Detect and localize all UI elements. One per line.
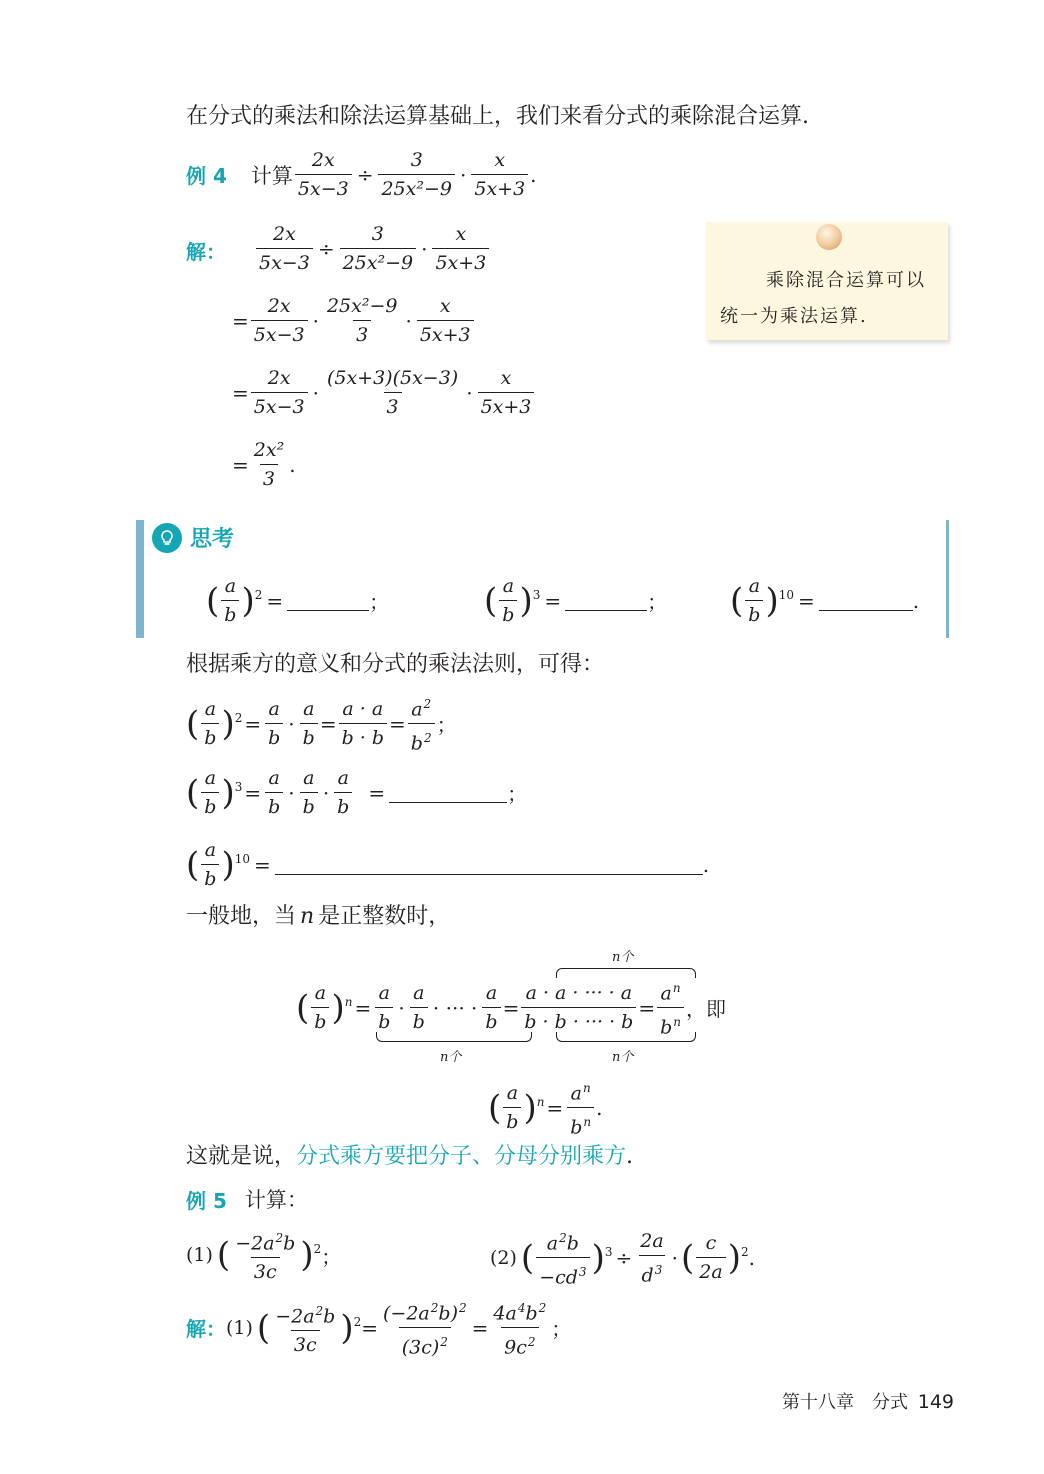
- example-4-heading: [186, 148, 537, 201]
- think-left-bar: [136, 520, 144, 638]
- power-2-expansion: ( $\frac{a}{b}$ ) 2 = $\frac{a}{b}$ · $\frac{a}{b}$ = $\frac{a \cdot a}{b \cdot b}$ = $\frac{a^2}{b^2}$ ；: [186, 697, 457, 755]
- dot-sign: ·: [460, 162, 467, 187]
- think-right-bar: [946, 520, 949, 638]
- conclusion: 这就是说，分式乘方要把分子、分母分别乘方.: [186, 1144, 634, 1169]
- note-line-2: 统一为乘法运算.: [720, 306, 868, 327]
- page-number: 149: [917, 1391, 954, 1413]
- solution-line-2: = $\frac{2x}{5x-3}$ · $\frac{\text{25x²−9}}{3}$ · $\frac{x}{5x+3}$: [232, 294, 476, 347]
- think-title: 思考: [190, 527, 235, 552]
- power-rule: ( $\frac{a}{b}$ ) n = $\frac{a^n}{b^n}$ .: [488, 1081, 603, 1139]
- solution-line-3: = $\frac{2x}{5x-3}$ · $\frac{(5x+3)(5x-3)}{3}$ · $\frac{x}{5x+3}$: [232, 366, 536, 419]
- period: .: [530, 162, 537, 187]
- rule-intro: 根据乘方的意义和分式的乘法法则，可得：: [186, 652, 605, 677]
- underbrace: [556, 1032, 696, 1042]
- sticky-note: [706, 222, 948, 340]
- ex5-problem-2: (2) ( $\frac{a^2b}{-cd^3}$ ) 3 ÷ $\frac{2a}{d^3}$ · ( $\frac{c}{2a}$ ) 2 .: [490, 1229, 755, 1289]
- pin-icon: [816, 224, 842, 250]
- ex5-problem-1: (1) ( $\frac{-2a^2b}{3c}$ ) 2 ；: [186, 1231, 342, 1284]
- divide-sign: ÷: [356, 162, 374, 187]
- think-heading: [152, 522, 234, 553]
- example-task: 计算: [250, 163, 293, 188]
- think-item-1: ( $\frac{a}{b}$ ) 2 = ；: [206, 575, 390, 626]
- intro-text: 在分式的乘法和除法运算基础上，我们来看分式的乘除混合运算.: [186, 104, 809, 129]
- solution-line-1: $\frac{2x}{5x-3}$ ÷ $\frac{3}{\text{25x²−9}}$ · $\frac{x}{5x+3}$: [254, 222, 491, 275]
- ex5-solution-1: 解： (1) ( $\frac{-2a^2b}{3c}$ ) 2 = $\frac{(-2a^2b)^2}{(3c)^2}$ = $\frac{4a^4b^2}{9c^2}$ ；: [186, 1301, 572, 1359]
- highlight-rule: 分式乘方要把分子、分母分别乘方: [296, 1144, 627, 1169]
- example-label: 例 5: [186, 1188, 227, 1213]
- general-formula: ( $\frac{a}{b}$ ) n = $\frac{a}{b}$ · $\frac{a}{b}$ · ··· · $\frac{a}{b}$ = $\frac{a \cdot a \cdot \cdot\cdot\cdot \cdot a}{b \cdot b \cdot \cdot\cdot\cdot \cdot b}$ = $\frac{a^n}{b^n}$ ，即: [296, 981, 726, 1039]
- underbrace: [376, 1032, 532, 1042]
- fraction: $\frac{3}{\text{25x²−9}}$: [378, 148, 455, 201]
- fraction: $\frac{2x}{5x-3}$: [295, 148, 352, 201]
- power-10-expansion: ( $\frac{a}{b}$ ) 10 = .: [186, 839, 710, 890]
- solution-line-4: = $\frac{\text{2x²}}{3}$ .: [232, 439, 296, 490]
- think-item-2: ( $\frac{a}{b}$ ) 3 = ；: [484, 575, 668, 626]
- brace-label: n个: [612, 950, 634, 965]
- ji-text: ，即: [686, 997, 726, 1022]
- example-label: 例 4: [186, 164, 227, 188]
- note-line-1: 乘除混合运算可以: [766, 270, 926, 291]
- power-3-expansion: ( $\frac{a}{b}$ ) 3 = $\frac{a}{b}$ · $\frac{a}{b}$ · $\frac{a}{b}$ = ；: [186, 767, 528, 818]
- example-5-heading: [186, 1184, 308, 1214]
- general-case-text: 一般地，当 n 是正整数时，: [186, 904, 451, 929]
- think-item-3: ( $\frac{a}{b}$ ) 10 = .: [730, 575, 920, 626]
- brace-label: n个: [440, 1050, 462, 1065]
- lightbulb-icon: [152, 523, 182, 553]
- brace-label: n个: [612, 1050, 634, 1065]
- solution-label: 解：: [186, 240, 226, 264]
- fraction: $\frac{x}{5x+3}$: [471, 148, 528, 201]
- footer: [782, 1388, 954, 1414]
- overbrace: [556, 968, 696, 978]
- example-task: 计算：: [244, 1188, 308, 1212]
- solution-label: 解：: [186, 1317, 226, 1342]
- chapter-title: 第十八章 分式: [782, 1392, 908, 1413]
